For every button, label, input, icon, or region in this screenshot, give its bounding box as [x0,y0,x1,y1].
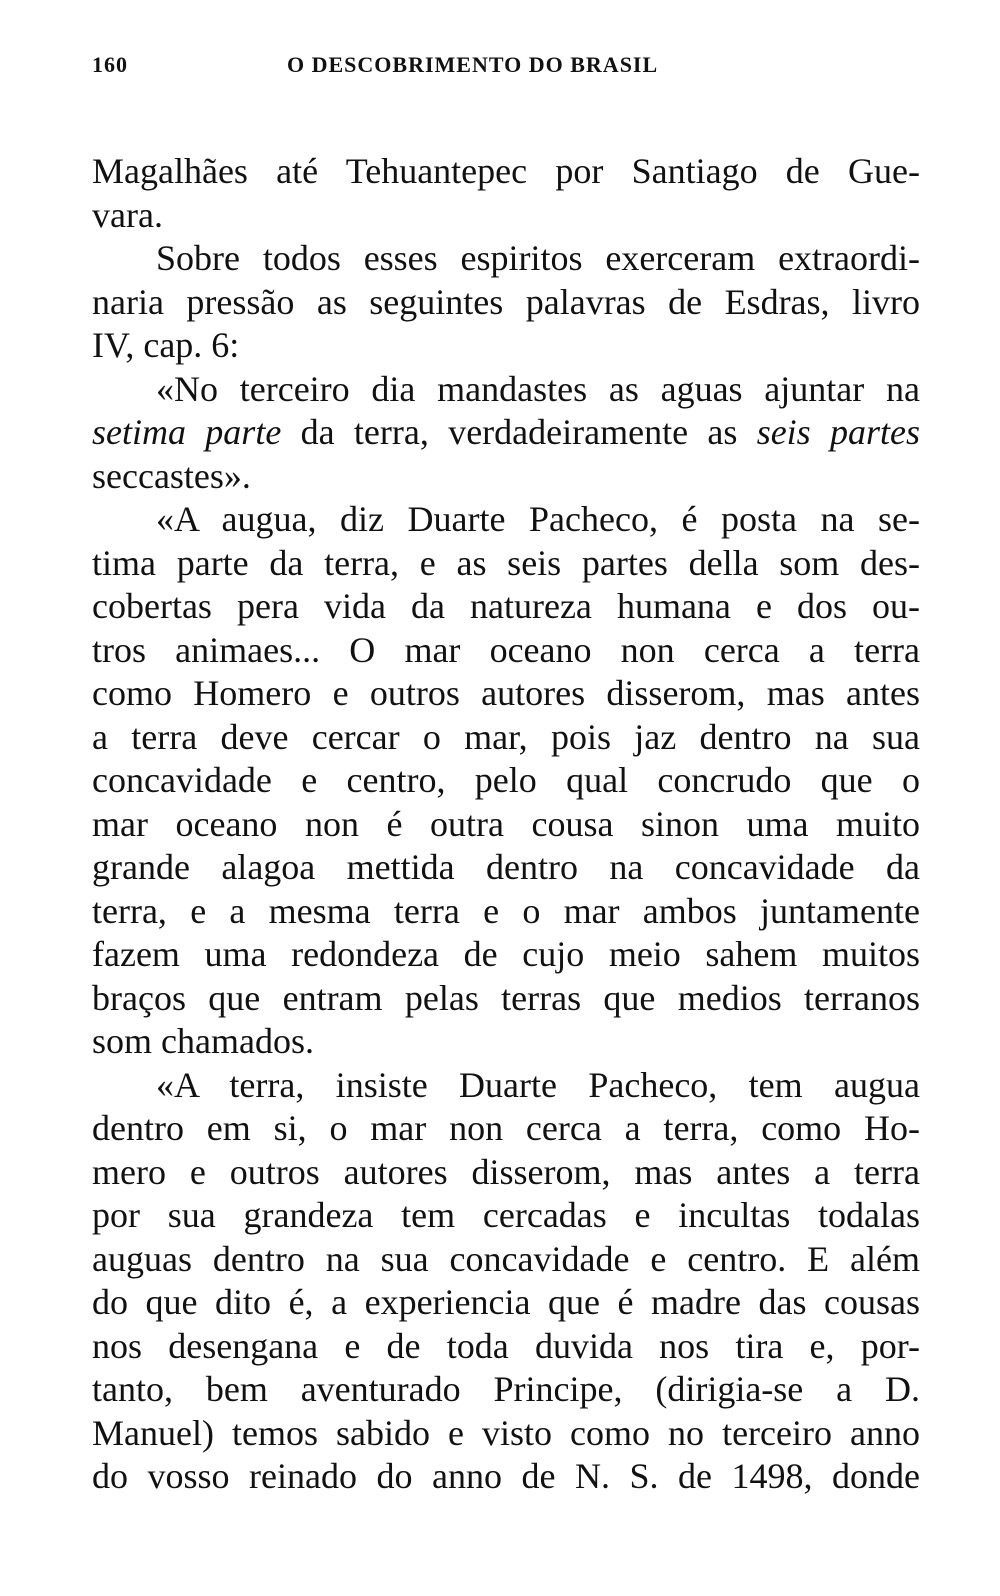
text-line: concavidade e centro, pelo qual concrudo que o [92,760,920,800]
text-line: tanto, bem aventurado Principe, (dirigia-se a D. [92,1369,920,1409]
text-line: auguas dentro na sua concavidade e centro. E além [92,1238,920,1279]
text-line: vara. [92,194,163,235]
text-line: como Homero e outros autores disserom, mas antes [92,673,920,713]
text-segment: da terra, verdadeiramente as [281,412,757,452]
text-line: por sua grandeza tem cercadas e incultas todalas [92,1195,920,1235]
text-line: fazem uma redondeza de cujo meio sahem muitos [92,934,920,974]
text-line: nos desengana e de toda duvida nos tira e, por- [92,1325,920,1366]
text-line: mar oceano non é outra cousa sinon uma muito [92,803,920,844]
italic-phrase: seis partes [756,412,921,452]
text-line: som chamados. [92,1021,314,1061]
text-line: grande alagoa mettida dentro na concavidade da [92,847,920,887]
text-line: Magalhães até Tehuantepec por Santiago de Gue- [92,151,920,191]
text-line: naria pressão as seguintes palavras de Esdras, livro [92,281,920,322]
text-line: terra, e a mesma terra e o mar ambos juntamente [92,890,920,931]
text-line: mero e outros autores disserom, mas antes a terra [92,1151,920,1192]
body-text [92,150,920,1499]
text-line: IV, cap. 6: [92,325,240,365]
running-title: O DESCOBRIMENTO DO BRASIL [287,52,659,77]
text-line: «A terra, insiste Duarte Pacheco, tem augua [156,1064,920,1105]
page-number: 160 [92,52,128,77]
text-line: «No terceiro dia mandastes as aguas ajuntar na [156,368,920,409]
text-line: do vosso reinado do anno de N. S. de 1498, donde [92,1456,920,1496]
text-line: dentro em si, o mar non cerca a terra, como Ho- [92,1108,920,1148]
text-line: braços que entram pelas terras que medios terranos [92,977,920,1018]
text-line: Sobre todos esses espiritos exerceram extraordi- [156,238,920,278]
text-line: Manuel) temos sabido e visto como no terceiro anno [92,1412,920,1453]
text-line: cobertas pera vida da natureza humana e dos ou- [92,586,920,626]
text-line: seccastes». [92,455,251,496]
text-line: do que dito é, a experiencia que é madre das cousas [92,1282,920,1322]
italic-phrase: setima parte [92,412,282,452]
running-head [92,52,920,92]
text-line: a terra deve cercar o mar, pois jaz dentro na sua [92,716,920,757]
text-line [92,411,920,455]
text-line: tros animaes... O mar oceano non cerca a terra [92,629,920,670]
text-line: «A augua, diz Duarte Pacheco, é posta na se- [156,499,920,539]
text-line: tima parte da terra, e as seis partes della som des- [92,542,920,583]
